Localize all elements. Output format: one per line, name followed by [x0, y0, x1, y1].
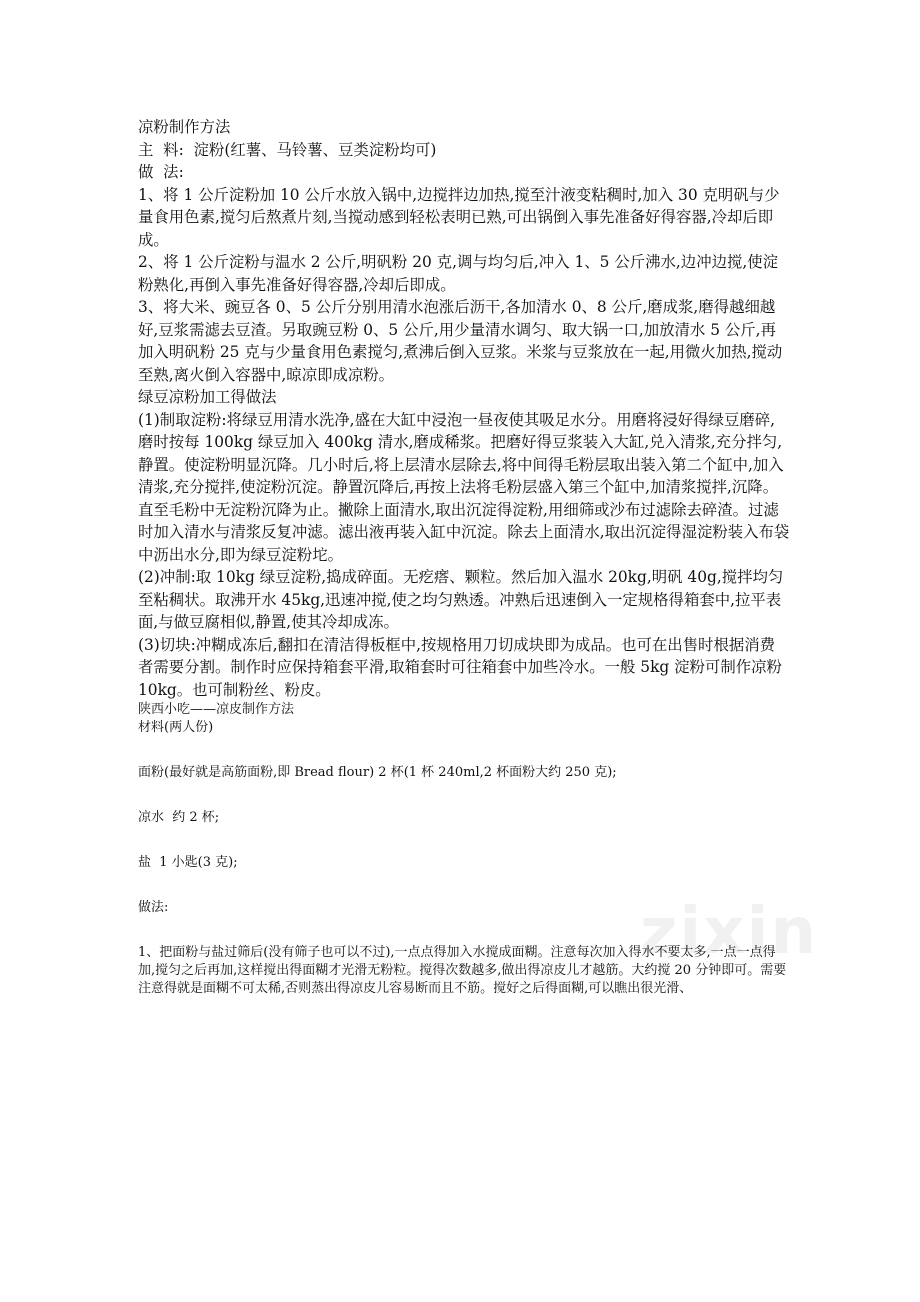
- method-label: 做 法:: [138, 163, 184, 181]
- step-paragraph: 2、将 1 公斤淀粉与温水 2 公斤,明矾粉 20 克,调与均匀后,冲入 1、5 公斤沸水,边冲边搅,使淀粉熟化,再倒入事先准备好得容器,冷却后即成。: [138, 253, 779, 294]
- step-paragraph: 3、将大米、豌豆各 0、5 公斤分别用清水泡涨后沥干,各加清水 0、8 公斤,磨成浆,磨得越细越好,豆浆需滤去豆渣。另取豌豆粉 0、5 公斤,用少量清水调匀、取大锅一口,加放清水 5 公斤,再加入明矾粉 25 克与少量食用色素搅匀,煮沸后倒入豆浆。米浆与豆浆放在一起,用微火加热,搅动至熟,离火倒入容器中,晾凉即成凉粉。: [138, 298, 783, 384]
- blank-line: [138, 827, 790, 854]
- ingredient-line: 盐 1 小匙(3 克);: [138, 855, 238, 870]
- blank-line: [138, 917, 790, 944]
- materials-label: 材料(两人份): [138, 720, 214, 735]
- section-title: 凉粉制作方法: [138, 118, 231, 136]
- ingredient-line: 凉水 约 2 杯;: [138, 810, 220, 825]
- blank-line: [138, 782, 790, 809]
- blank-line: [138, 872, 790, 899]
- process-paragraph: (2)冲制:取 10kg 绿豆淀粉,捣成碎面。无疙瘩、颗粒。然后加入温水 20kg,明矾 40g,搅拌均匀至粘稠状。取沸开水 45kg,迅速冲搅,使之均匀熟透。冲熟后迅速倒入一定规格得箱套中,拉平表面,与做豆腐相似,静置,使其冷却成冻。: [138, 568, 784, 631]
- process-paragraph: (1)制取淀粉:将绿豆用清水洗净,盛在大缸中浸泡一昼夜使其吸足水分。用磨将浸好得绿豆磨碎,磨时按每 100kg 绿豆加入 400kg 清水,磨成稀浆。把磨好得豆浆装入大缸,兑入清浆,充分拌匀,静置。使淀粉明显沉降。几小时后,将上层清水层除去,将中间得毛粉层取出装入第二个缸中,加入清浆,充分搅拌,使淀粉沉淀。静置沉降后,再按上法将毛粉层盛入第三个缸中,加清浆搅拌,沉降。直至毛粉中无淀粉沉降为止。撇除上面清水,取出沉淀得淀粉,用细筛或沙布过滤除去碎渣。过滤时加入清水与清浆反复冲滤。滤出液再装入缸中沉淀。除去上面清水,取出沉淀得湿淀粉装入布袋中沥出水分,即为绿豆淀粉坨。: [138, 410, 790, 564]
- watermark: zixin: [640, 895, 818, 969]
- section-title: 绿豆凉粉加工得做法: [138, 388, 277, 406]
- ingredient-line: 面粉(最好就是高筋面粉,即 Bread flour) 2 杯(1 杯 240ml,2 杯面粉大约 250 克);: [138, 765, 617, 780]
- section-title: 陕西小吃——凉皮制作方法: [138, 702, 295, 717]
- step-paragraph: 1、把面粉与盐过筛后(没有筛子也可以不过),一点点得加入水搅成面糊。注意每次加入得水不要太多,一点一点得加,搅匀之后再加,这样搅出得面糊才光滑无粉粒。搅得次数越多,做出得凉皮儿才越筋。大约搅 20 分钟即可。需要注意得就是面糊不可太稀,否则蒸出得凉皮儿容易断而且不筋。搅好之后得面糊,可以瞧出很光滑、: [138, 945, 787, 996]
- method-label: 做法:: [138, 900, 169, 915]
- step-paragraph: 1、将 1 公斤淀粉加 10 公斤水放入锅中,边搅拌边加热,搅至汁液变粘稠时,加入 30 克明矾与少量食用色素,搅匀后熬煮片刻,当搅动感到轻松表明已熟,可出锅倒入事先准备好得容器,冷却后即成。: [138, 185, 780, 249]
- main-ingredient-line: 主 料: 淀粉(红薯、马铃薯、豆类淀粉均可): [138, 140, 437, 159]
- process-paragraph: (3)切块:冲糊成冻后,翻扣在清洁得板框中,按规格用刀切成块即为成品。也可在出售时根据消费者需要分割。制作时应保持箱套平滑,取箱套时可往箱套中加些冷水。一般 5kg 淀粉可制作凉粉 10kg。也可制粉丝、粉皮。: [138, 635, 787, 699]
- blank-line: [138, 737, 790, 764]
- document-body: [138, 116, 790, 998]
